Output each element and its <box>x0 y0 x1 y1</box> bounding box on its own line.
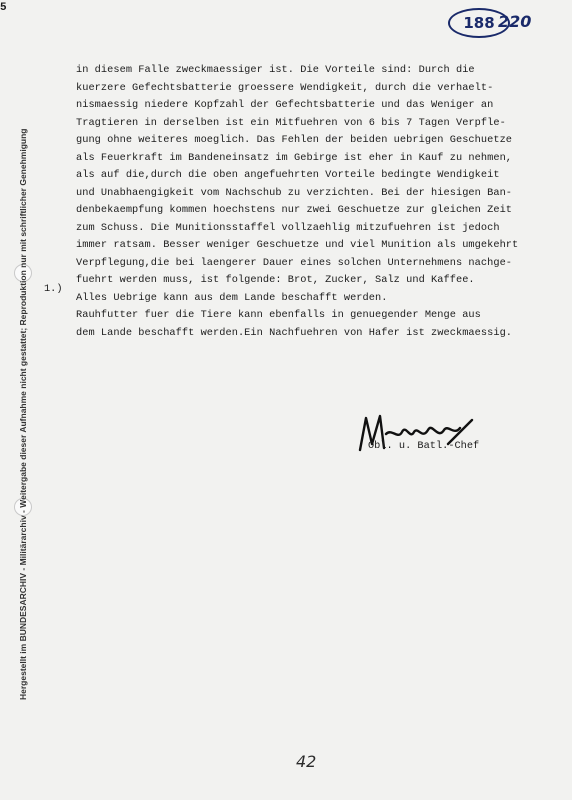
text-line: Verpflegung,die bei laengerer Dauer eines solchen Unternehmens nachge- <box>76 256 513 269</box>
bottom-number: 42 <box>296 752 317 771</box>
text-line: in diesem Falle zweckmaessiger ist. Die Vorteile sind: Durch die <box>76 64 475 76</box>
text-line: Alles Uebrige kann aus dem Lande beschafft werden. <box>76 291 388 304</box>
folio-number: 220 <box>498 12 532 31</box>
text-line: kuerzere Gefechtsbatterie groessere Wendigkeit, durch die verhaelt- <box>76 81 494 94</box>
text-line: als auf die,durch die oben angefuehrten Vorteile bedingte Wendigkeit <box>76 169 500 181</box>
text-line: immer ratsam. Besser weniger Geschuetze und viel Munition als umgekehrt <box>76 239 519 251</box>
archive-notice <box>18 20 28 700</box>
text-line: Rauhfutter fuer die Tiere kann ebenfalls in genuegender Menge aus <box>76 309 481 321</box>
text-line: dem Lande beschafft werden.Ein Nachfuehren von Hafer ist zweckmaessig. <box>76 326 513 339</box>
archive-notice-text: Hergestellt im BUNDESARCHIV - Militärarchiv - Weitergabe dieser Aufnahme nicht gestattet; Reproduktion nur mit schriftlicher Genehmigung <box>18 128 28 700</box>
handwritten-signature <box>352 410 482 460</box>
text-line: zum Schuss. Die Munitionsstaffel vollzaehlig mitzufuehren ist jedoch <box>76 221 500 234</box>
text-line: gung ohne weiteres moeglich. Das Fehlen der beiden uebrigen Geschuetze <box>76 134 513 146</box>
text-line: als Feuerkraft im Bandeneinsatz im Gebirge ist eher in Kauf zu nehmen, <box>76 151 513 164</box>
text-line: nismaessig niedere Kopfzahl der Gefechtsbatterie und das Weniger an <box>76 99 494 111</box>
stamp-number: 188 <box>463 14 495 32</box>
top-mark: 5 <box>0 2 7 14</box>
body-text <box>76 62 546 342</box>
signature-title: Obl. u. Batl.-Chef <box>368 440 480 452</box>
text-line: denbekaempfung kommen hoechstens nur zwei Geschuetze zur gleichen Zeit <box>76 204 513 216</box>
item-marker: 1.) <box>44 283 63 295</box>
text-line: Tragtieren in derselben ist ein Mitfuehren von 6 bis 7 Tagen Verpfle- <box>76 116 506 129</box>
text-line: fuehrt werden muss, ist folgende: Brot, Zucker, Salz und Kaffee. <box>76 274 475 286</box>
text-line: und Unabhaengigkeit vom Nachschub zu verzichten. Bei der hiesigen Ban- <box>76 186 513 199</box>
